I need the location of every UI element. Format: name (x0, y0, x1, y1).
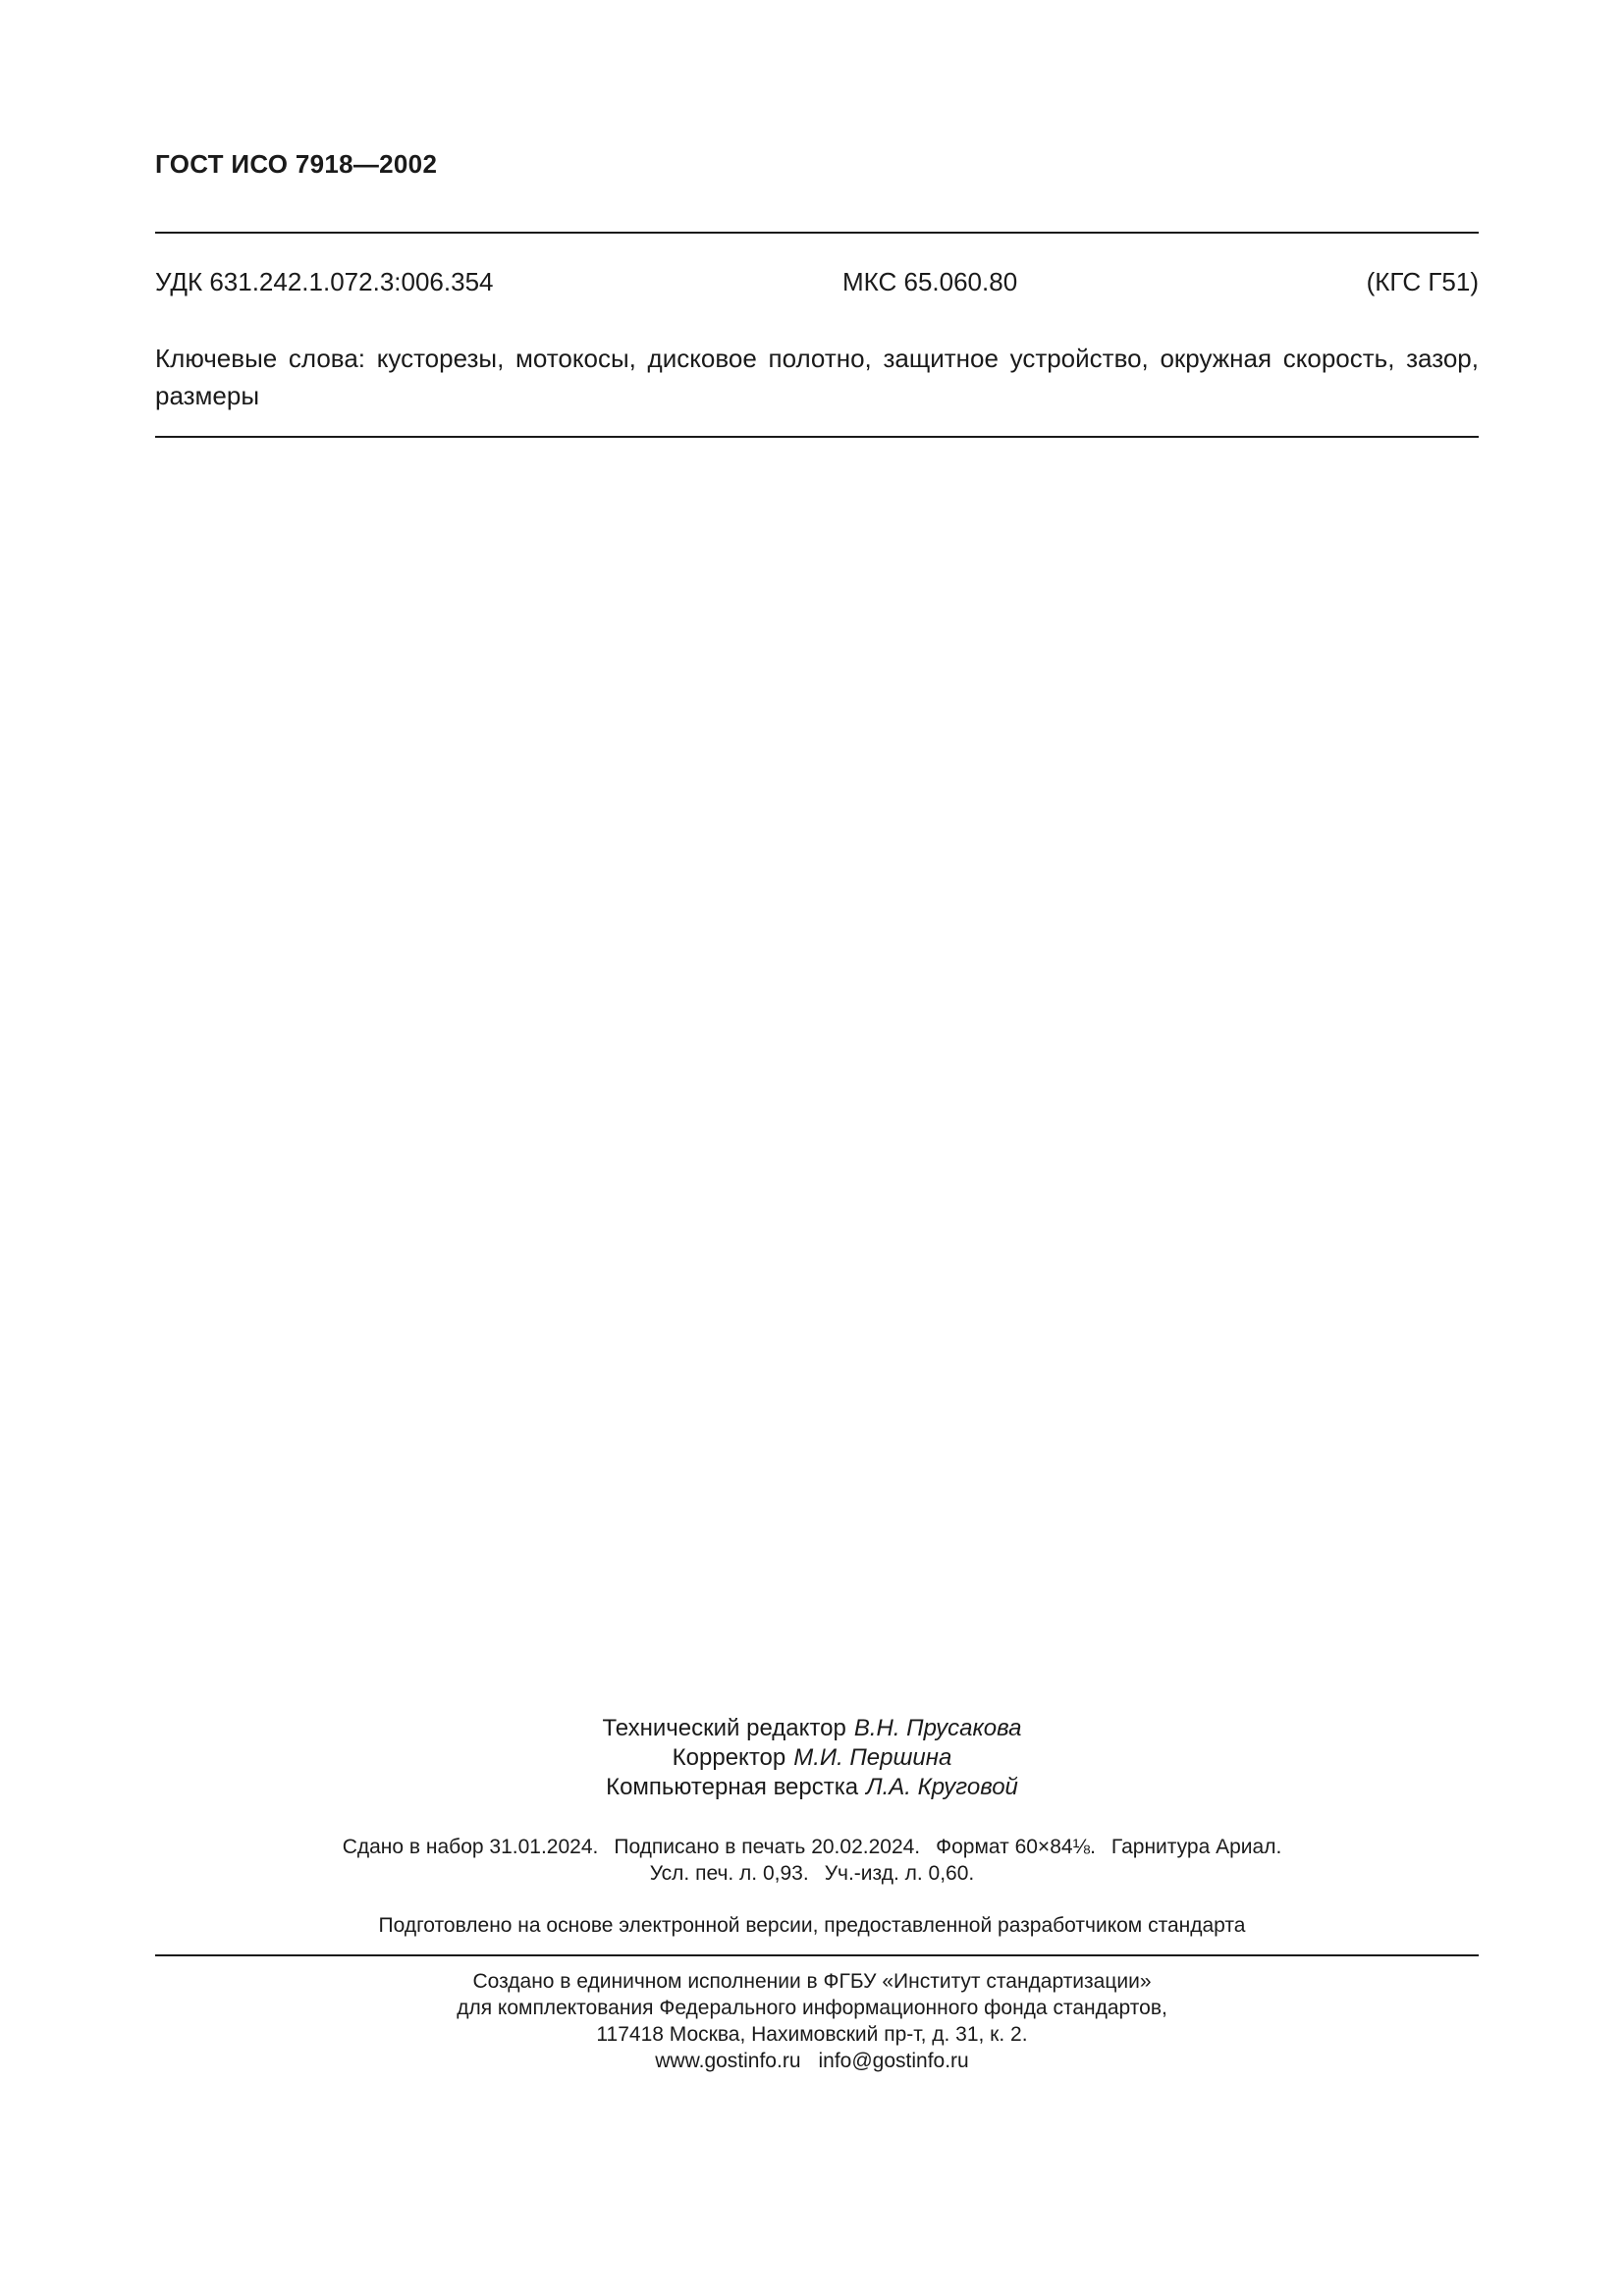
layout-row (0, 1773, 1624, 1802)
tech-editor-name: В.Н. Прусакова (853, 1715, 1022, 1741)
tech-editor-label: Технический редактор (602, 1715, 846, 1741)
corrector-row (0, 1743, 1624, 1773)
keywords: Ключевые слова: кусторезы, мотокосы, дисковое полотно, защитное устройство, окружная скорость, зазор, размеры (155, 344, 1479, 410)
print-info-line2 (0, 1860, 1624, 1887)
kgs-code: (КГС Г51) (1366, 267, 1479, 296)
layout-name: Л.А. Круговой (866, 1774, 1018, 1800)
paper-format: Формат 60×84⅛. (936, 1836, 1096, 1858)
website-link[interactable]: www.gostinfo.ru (655, 2050, 801, 2072)
email-link[interactable]: info@gostinfo.ru (818, 2050, 969, 2072)
udc-code: УДК 631.242.1.072.3:006.354 (155, 267, 494, 296)
publisher-rule (155, 1954, 1479, 1956)
print-sheets: Усл. печ. л. 0,93. (649, 1862, 809, 1885)
classification-row (155, 267, 1479, 297)
tech-editor-row (0, 1714, 1624, 1743)
print-info-line1 (0, 1834, 1624, 1860)
top-rule (155, 232, 1479, 234)
typeface: Гарнитура Ариал. (1110, 1836, 1282, 1858)
keywords-rule (155, 436, 1479, 438)
mks-code: МКС 65.060.80 (841, 267, 1018, 296)
publisher-line-3: 117418 Москва, Нахимовский пр-т, д. 31, к. 2. (596, 2023, 1028, 2046)
print-info (0, 1834, 1624, 1887)
publisher-contacts (0, 2048, 1624, 2074)
corrector-label: Корректор (672, 1744, 786, 1771)
publisher-line-1: Создано в единичном исполнении в ФГБУ «Институт стандартизации» (472, 1970, 1152, 1993)
publisher-sheets: Уч.-изд. л. 0,60. (824, 1862, 975, 1885)
signed-date: Подписано в печать 20.02.2024. (614, 1836, 921, 1858)
publisher-info (0, 1968, 1624, 2074)
prepared-note: Подготовлено на основе электронной версии, предоставленной разработчиком стандарта (378, 1914, 1246, 1937)
staff-credits (0, 1714, 1624, 1802)
corrector-name: М.И. Першина (793, 1744, 952, 1771)
publisher-line-2: для комплектования Федерального информационного фонда стандартов, (457, 1997, 1167, 2019)
layout-label: Компьютерная верстка (606, 1774, 859, 1800)
submitted-date: Сдано в набор 31.01.2024. (342, 1836, 599, 1858)
document-id: ГОСТ ИСО 7918—2002 (155, 149, 438, 179)
